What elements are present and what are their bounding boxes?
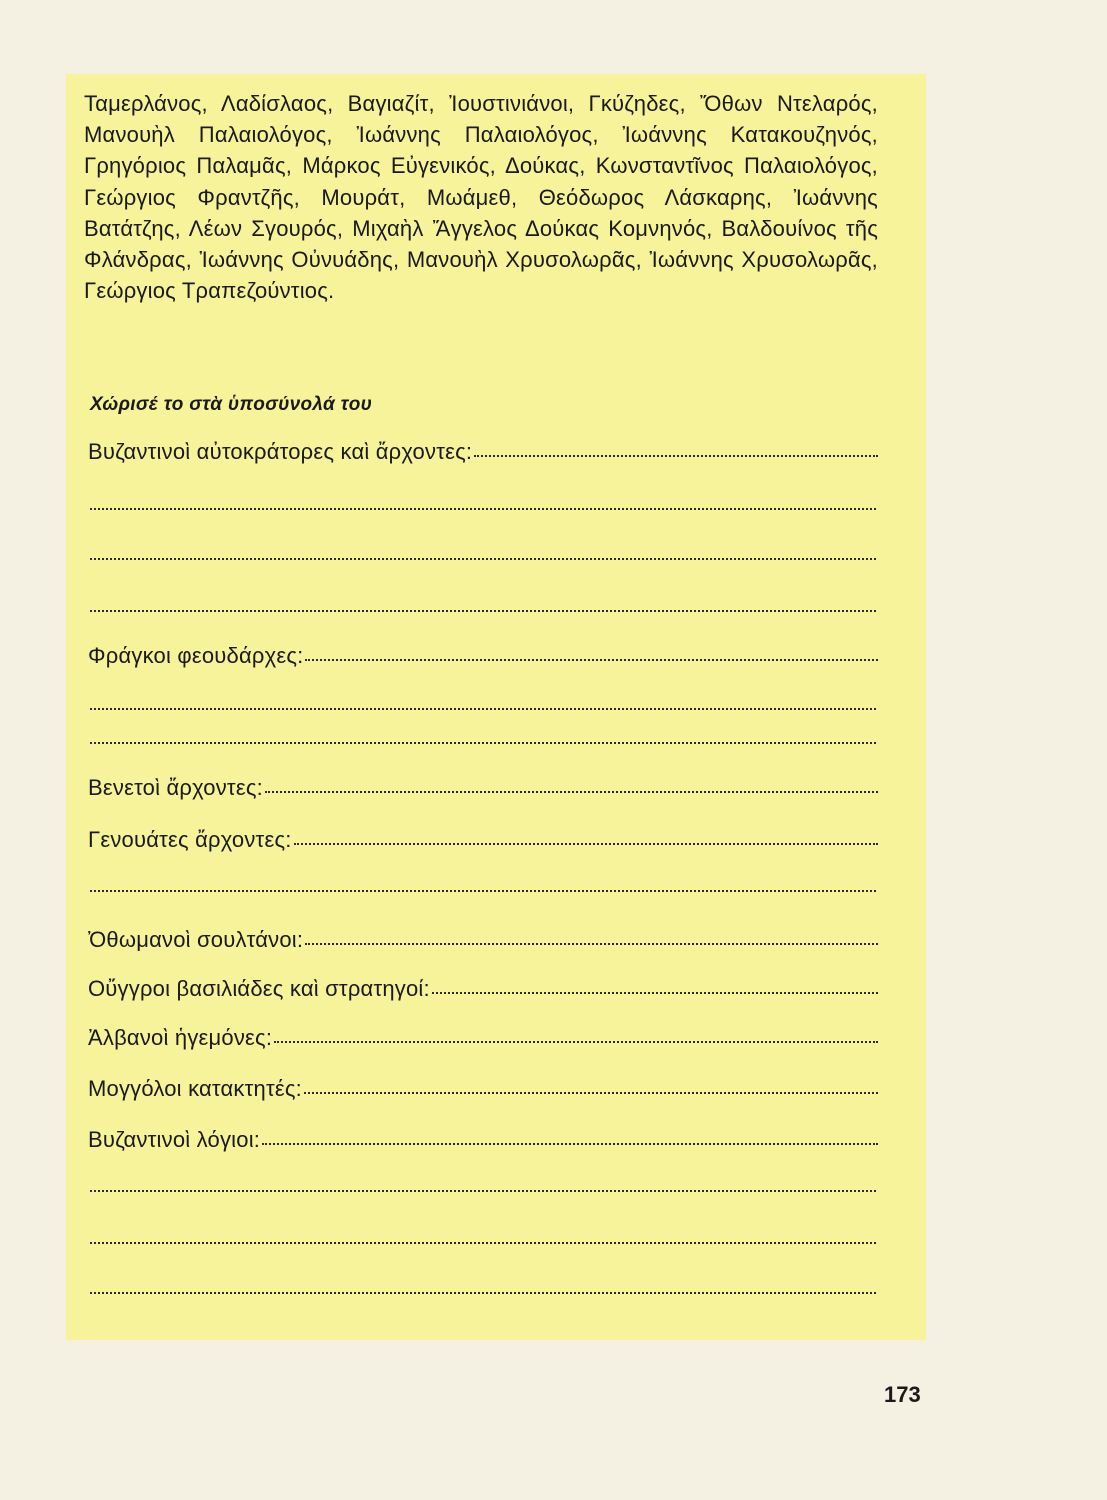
page-number: 173 (884, 1382, 921, 1407)
byzantine-emperors-dotted-line[interactable] (474, 436, 878, 457)
frankish-lords-field[interactable] (88, 642, 878, 672)
mongol-conquerors-label: Μογγόλοι κατακτητές: (88, 1076, 302, 1101)
genoese-rulers-dotted-line[interactable] (294, 824, 878, 845)
genoese-rulers-field[interactable] (88, 826, 878, 856)
hungarian-kings-label: Οὔγγροι βασιλιάδες καὶ στρατηγοί: (88, 976, 430, 1001)
answer-dotted-line[interactable] (90, 1292, 876, 1294)
mongol-conquerors-field[interactable] (88, 1075, 878, 1105)
frankish-lords-dotted-line[interactable] (305, 640, 878, 661)
ottoman-sultans-field[interactable] (88, 926, 878, 956)
names-paragraph: Ταμερλάνος, Λαδίσλαος, Βαγιαζίτ, Ἰουστινιάνοι, Γκύζηδες, Ὄθων Ντελαρός, Μανουὴλ Παλαιολόγος, Ἰωάννης Παλαιολόγος, Ἰωάννης Κατακουζηνός, Γρηγόριος Παλαμᾶς, Μάρκος Εὐγενικός, Δούκας, Κωνσταντῖνος Παλαιολόγος, Γεώργιος Φραντζῆς, Μουράτ, Μωάμεθ, Θεόδωρος Λάσκαρης, Ἰωάννης Βατάτζης, Λέων Σγουρός, Μιχαὴλ Ἄγγελος Δούκας Κομνηνός, Βαλδουίνος τῆς Φλάνδρας, Ἰωάννης Οὐνυάδης, Μανουὴλ Χρυσολωρᾶς, Ἰωάννης Χρυσολωρᾶς, Γεώργιος Τραπεζούντιος. (84, 91, 878, 304)
albanian-leaders-label: Ἀλβανοὶ ἡγεμόνες: (88, 1025, 273, 1050)
albanian-leaders-field[interactable] (88, 1024, 878, 1054)
albanian-leaders-dotted-line[interactable] (274, 1022, 878, 1043)
byzantine-scholars-label: Βυζαντινοὶ λόγιοι: (88, 1127, 261, 1152)
mongol-conquerors-dotted-line[interactable] (304, 1073, 878, 1094)
hungarian-kings-field[interactable] (88, 975, 878, 1005)
answer-dotted-line[interactable] (90, 508, 876, 510)
ottoman-sultans-label: Ὀθωμανοὶ σουλτάνοι: (88, 927, 304, 952)
answer-dotted-line[interactable] (90, 1190, 876, 1192)
venetian-rulers-label: Βενετοὶ ἄρχοντες: (88, 775, 263, 800)
hungarian-kings-dotted-line[interactable] (432, 973, 878, 994)
byzantine-emperors-label: Βυζαντινοὶ αὐτοκράτορες καὶ ἄρχοντες: (88, 439, 473, 464)
venetian-rulers-dotted-line[interactable] (265, 772, 878, 793)
genoese-rulers-label: Γενουάτες ἄρχοντες: (88, 827, 292, 852)
answer-dotted-line[interactable] (90, 610, 876, 612)
ottoman-sultans-dotted-line[interactable] (305, 924, 878, 945)
byzantine-emperors-field[interactable] (88, 438, 878, 468)
frankish-lords-label: Φράγκοι φεουδάρχες: (88, 643, 304, 668)
venetian-rulers-field[interactable] (88, 774, 878, 804)
answer-dotted-line[interactable] (90, 742, 876, 744)
answer-dotted-line[interactable] (90, 558, 876, 560)
byzantine-scholars-dotted-line[interactable] (262, 1124, 878, 1145)
answer-dotted-line[interactable] (90, 890, 876, 892)
answer-dotted-line[interactable] (90, 708, 876, 710)
instruction-heading: Χώρισέ το στὰ ὑποσύνολά του (90, 394, 373, 415)
byzantine-scholars-field[interactable] (88, 1126, 878, 1156)
answer-dotted-line[interactable] (90, 1242, 876, 1244)
